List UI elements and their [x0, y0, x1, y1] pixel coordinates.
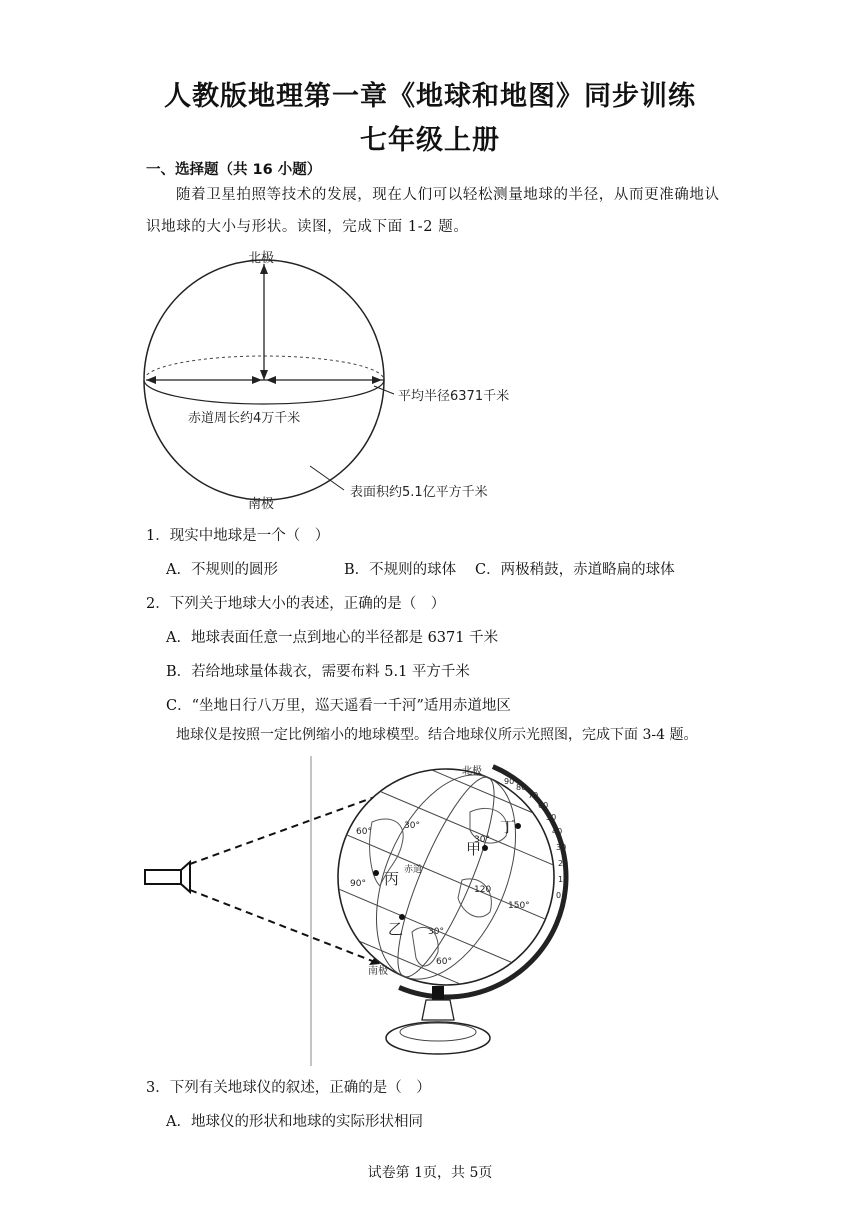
section-heading: 一、选择题（共 16 小题） [146, 162, 322, 178]
question-3-stem: 3．下列有关地球仪的叙述，正确的是（ ） [146, 1080, 431, 1096]
earth-size-diagram [130, 244, 530, 516]
grid-mark-2: 90° [350, 879, 366, 889]
globe-axis-cap [432, 986, 444, 1000]
page-subtitle: 七年级上册 [360, 125, 500, 156]
question-1-option-a: A．不规则的圆形 [166, 562, 278, 578]
lat-mark-70: 70 [528, 791, 539, 800]
intro-paragraph-1-line-2: 识地球的大小与形状。读图，完成下面 1-2 题。 [146, 219, 469, 235]
question-2-stem: 2．下列关于地球大小的表述，正确的是（ ） [146, 596, 446, 612]
question-1-stem: 1．现实中地球是一个（ ） [146, 528, 330, 544]
grid-mark-7: 60° [436, 957, 452, 967]
globe-stand-base [386, 1022, 490, 1054]
globe-stand-neck [422, 1000, 454, 1020]
lat-mark-60: 60 [538, 801, 549, 810]
lat-mark-90: 90 [504, 777, 515, 786]
question-2-option-b: B．若给地球量体裁衣，需要布料 5.1 平方千米 [166, 664, 470, 680]
page-footer: 试卷第 1页，共 5页 [367, 1165, 493, 1181]
grid-mark-6: 30° [428, 927, 444, 937]
point-ding-label: 丁 [500, 818, 516, 836]
south-pole-label: 南极 [248, 497, 275, 512]
lat-mark-0: 0 [556, 891, 562, 900]
flashlight-body [145, 870, 181, 884]
lat-mark-40: 40 [552, 827, 563, 836]
lat-mark-50: 50 [546, 813, 557, 822]
question-1-option-c: C．两极稍鼓，赤道略扁的球体 [475, 562, 675, 578]
intro-paragraph-2: 地球仪是按照一定比例缩小的地球模型。结合地球仪所示光照图，完成下面 3-4 题。 [176, 727, 698, 743]
lat-mark-10: 10 [558, 875, 569, 884]
equator-length-label: 赤道周长约4万千米 [188, 411, 301, 426]
radius-label: 平均半径6371千米 [398, 389, 510, 404]
question-2-option-c: C．“坐地日行八万里，巡天遥看一千河”适用赤道地区 [166, 698, 511, 714]
question-2-option-a: A．地球表面任意一点到地心的半径都是 6371 千米 [166, 630, 499, 646]
north-pole-label: 北极 [248, 251, 275, 266]
globe-south-label: 南极 [368, 966, 388, 977]
page-title: 人教版地理第一章《地球和地图》同步训练 [164, 81, 696, 112]
equator-front [144, 380, 384, 404]
grid-mark-4: 120 [474, 885, 492, 895]
grid-mark-1: 30° [404, 821, 420, 831]
intro-paragraph-1-line-1: 随着卫星拍照等技术的发展，现在人们可以轻松测量地球的半径，从而更准确地认 [176, 187, 720, 203]
equator-text: 赤道 [404, 865, 423, 875]
lat-mark-30: 30 [556, 843, 567, 852]
surface-area-label: 表面积约5.1亿平方千米 [350, 485, 488, 500]
question-1-option-b: B．不规则的球体 [344, 562, 457, 578]
point-jia-label: 甲 [466, 840, 482, 858]
question-3-option-a: A．地球仪的形状和地球的实际形状相同 [166, 1114, 423, 1130]
globe-sphere [304, 752, 580, 1019]
lat-mark-20: 20 [558, 859, 569, 868]
lat-mark-80: 80 [516, 783, 527, 792]
globe-diagram [140, 752, 580, 1070]
point-yi-label: 乙 [388, 920, 404, 938]
grid-mark-0: 60° [356, 827, 372, 837]
grid-mark-5: 150° [508, 901, 530, 911]
grid-mark-3: 30° [474, 835, 490, 845]
globe-north-label: 北极 [462, 766, 482, 777]
flashlight-head [181, 862, 190, 892]
point-bing-label: 丙 [384, 870, 400, 888]
